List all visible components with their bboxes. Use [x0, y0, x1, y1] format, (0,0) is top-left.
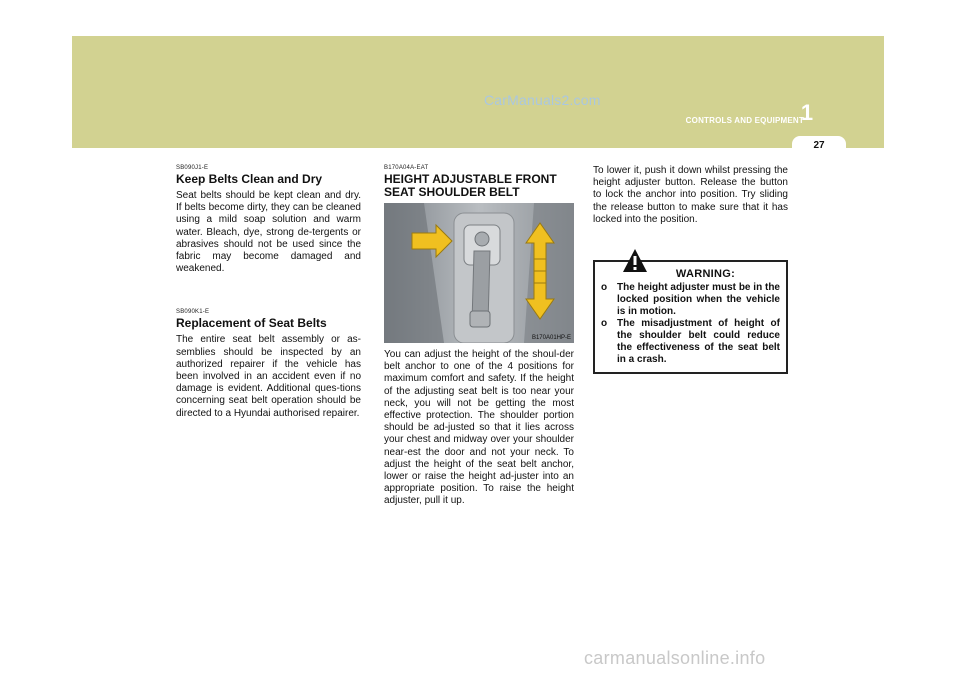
- section-body: To lower it, push it down whilst pressing the height adjuster button. Release the button to lock the anchor into position. Try sliding the release button to make sure that it has locked into the position.: [593, 165, 788, 225]
- page-number: 27: [813, 140, 825, 151]
- warning-item-text: The height adjuster must be in the locked position when the vehicle is in motion.: [617, 282, 780, 318]
- heading-line: HEIGHT ADJUSTABLE FRONT: [384, 172, 557, 186]
- heading-line: SEAT SHOULDER BELT: [384, 185, 520, 199]
- site-watermark[interactable]: CarManuals2.com: [484, 92, 601, 108]
- section-body: You can adjust the height of the shoul-der belt anchor to one of the 4 positions for maximum comfort and safety. If the height of the adjusting seat belt is too near your neck, you will not be getting the most effective protection. The shoulder portion should be ad-justed so that it lies across your chest and midway over your shoulder near-est the door and not your neck. To adjust the height of the seat belt anchor, lower or raise the height ad-juster into an appropriate position. To raise the height adjuster, pull it up.: [384, 349, 574, 507]
- column-2: [384, 165, 574, 508]
- warning-item: [601, 282, 780, 318]
- section-heading: Replacement of Seat Belts: [176, 316, 327, 331]
- warning-box: [593, 260, 788, 374]
- section-body: Seat belts should be kept clean and dry. If belts become dirty, they can be cleaned using a mild soap solution and warm water. Bleach, dye, strong de-tergents or abrasives should not be used since the fabric may become damaged and weakened.: [176, 190, 361, 275]
- chapter-number: 1: [800, 100, 814, 125]
- bullet: o: [601, 282, 608, 294]
- belt-adjuster-illustration: [384, 203, 574, 343]
- section-body: The entire seat belt assembly or as-semblies should be inspected by an authorized repairer if the vehicle has been involved in an accident even if no damage is evident. Additional ques-tions concerning seat belt operation should be directed to a Hyundai authorised repairer.: [176, 334, 361, 419]
- seat-belt-figure: [384, 203, 574, 343]
- header-band: [72, 36, 884, 148]
- warning-item: [601, 318, 780, 366]
- column-3: [593, 165, 788, 374]
- warning-list: [601, 282, 780, 366]
- section-code: SB090K1-E: [176, 309, 210, 316]
- footer-watermark[interactable]: carmanualsonline.info: [584, 648, 766, 668]
- warning-item-text: The misadjustment of height of the shoulder belt could reduce the effectiveness of the seat belt in a crash.: [617, 318, 780, 366]
- section-code: B170A04A-EAT: [384, 165, 429, 171]
- section-code: SB090J1-E: [176, 165, 209, 171]
- section-title: CONTROLS AND EQUIPMENT: [685, 116, 804, 125]
- warning-icon: [622, 248, 648, 274]
- section-heading: [384, 173, 574, 199]
- figure-label: B170A01HP-E: [531, 335, 571, 341]
- section-heading: Keep Belts Clean and Dry: [176, 172, 323, 186]
- column-1: [176, 165, 361, 420]
- warning-title: WARNING:: [675, 268, 736, 281]
- bullet: o: [601, 318, 608, 330]
